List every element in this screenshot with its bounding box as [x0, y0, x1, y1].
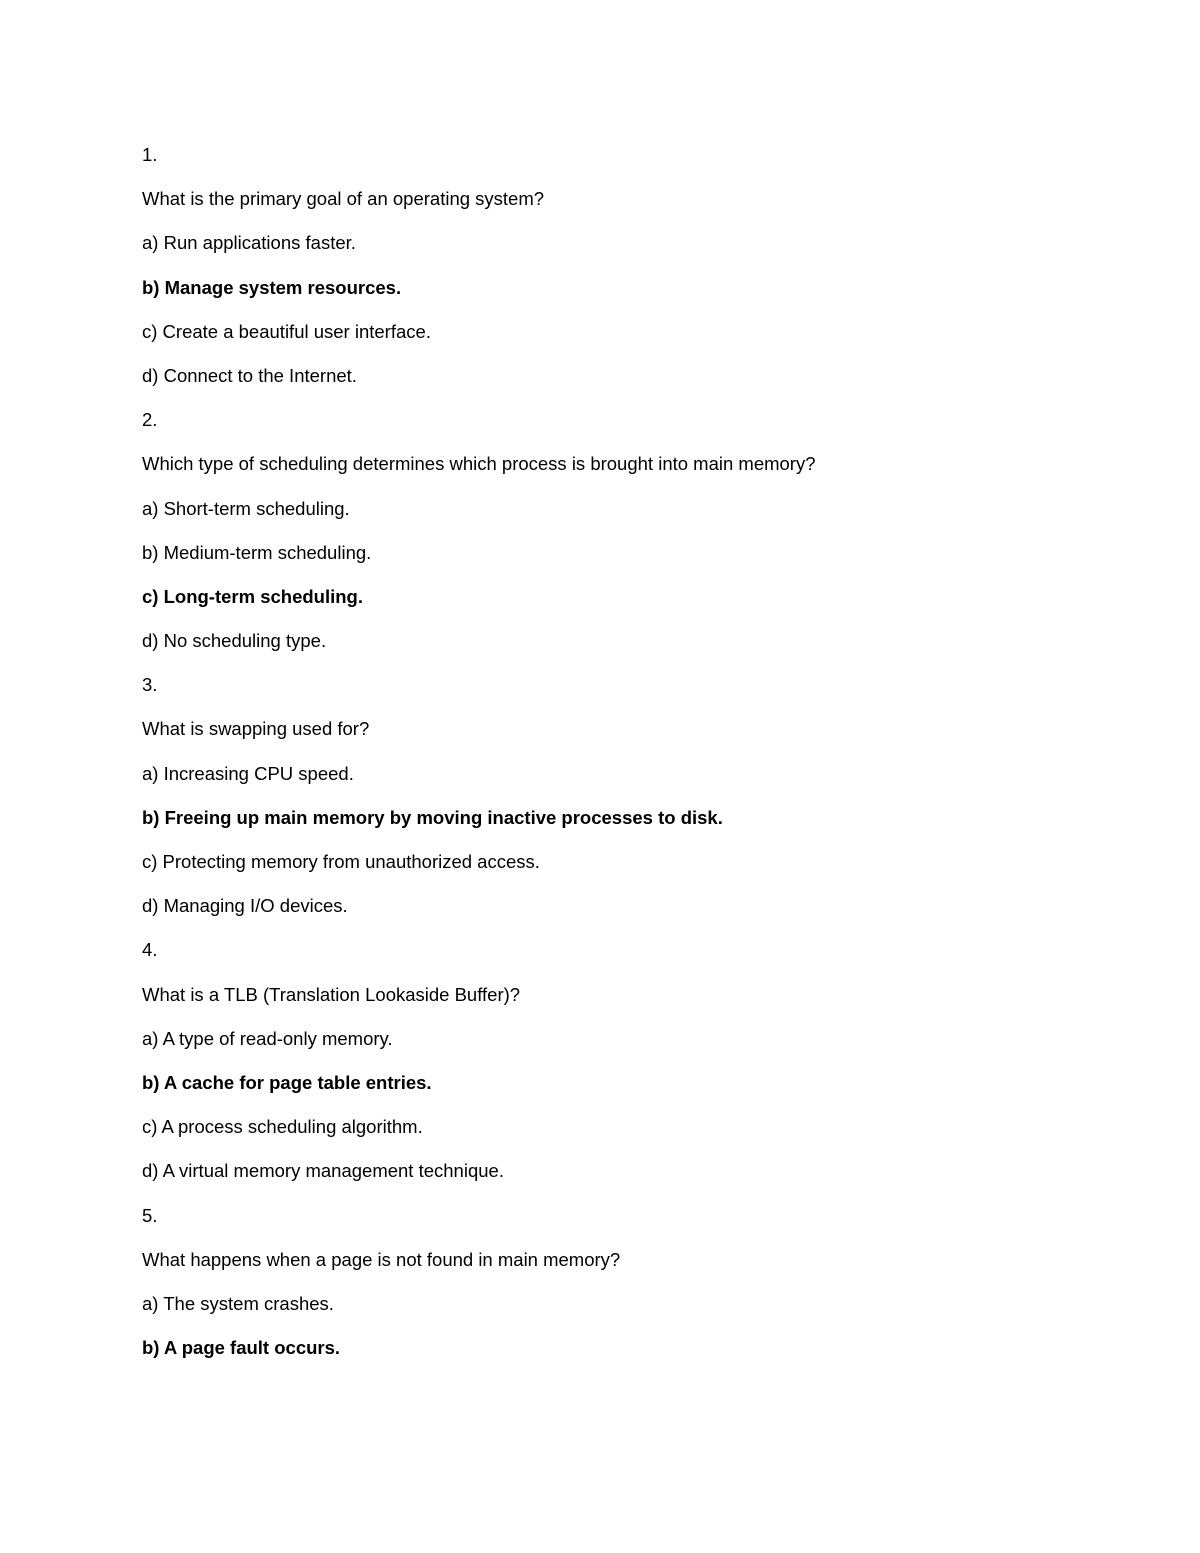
- answer-option-a: a) Increasing CPU speed.: [142, 762, 354, 784]
- question-number: 5.: [142, 1204, 158, 1226]
- answer-option-a: a) The system crashes.: [142, 1292, 334, 1314]
- answer-option-a: a) Short-term scheduling.: [142, 497, 350, 519]
- answer-option-b-correct: b) Manage system resources.: [142, 276, 402, 298]
- answer-option-c: c) Protecting memory from unauthorized access.: [142, 851, 540, 872]
- answer-option-b: b) Medium-term scheduling.: [142, 541, 372, 563]
- answer-option-b-correct: b) Freeing up main memory by moving inactive processes to disk.: [142, 806, 723, 828]
- answer-option-b-correct: b) A cache for page table entries.: [142, 1071, 432, 1093]
- answer-option-a: a) Run applications faster.: [142, 232, 356, 254]
- answer-option-d: d) No scheduling type.: [142, 630, 327, 652]
- answer-option-d: d) A virtual memory management technique.: [142, 1160, 504, 1182]
- answer-option-b-correct: b) A page fault occurs.: [142, 1337, 341, 1359]
- question-2: [142, 408, 1082, 673]
- answer-option-c: c) Create a beautiful user interface.: [142, 320, 431, 342]
- question-text: What is swapping used for?: [142, 718, 370, 740]
- question-4: [142, 938, 1082, 1203]
- question-3: [142, 673, 1082, 938]
- question-text: What happens when a page is not found in main memory?: [142, 1248, 621, 1270]
- question-number: 3.: [142, 674, 158, 696]
- question-text: What is a TLB (Translation Lookaside Buffer)?: [142, 983, 521, 1005]
- answer-option-c-correct: c) Long-term scheduling.: [142, 585, 363, 607]
- question-5: [142, 1204, 1082, 1381]
- quiz-content: [142, 143, 1082, 1380]
- question-number: 1.: [142, 144, 158, 165]
- answer-option-a: a) A type of read-only memory.: [142, 1027, 393, 1049]
- question-text: Which type of scheduling determines which process is brought into main memory?: [142, 453, 816, 475]
- question-number: 4.: [142, 939, 158, 961]
- question-number: 2.: [142, 409, 158, 431]
- answer-option-d: d) Connect to the Internet.: [142, 364, 357, 386]
- answer-option-d: d) Managing I/O devices.: [142, 895, 348, 917]
- question-1: [142, 143, 1082, 408]
- answer-option-c: c) A process scheduling algorithm.: [142, 1116, 423, 1138]
- question-text: What is the primary goal of an operating system?: [142, 188, 545, 210]
